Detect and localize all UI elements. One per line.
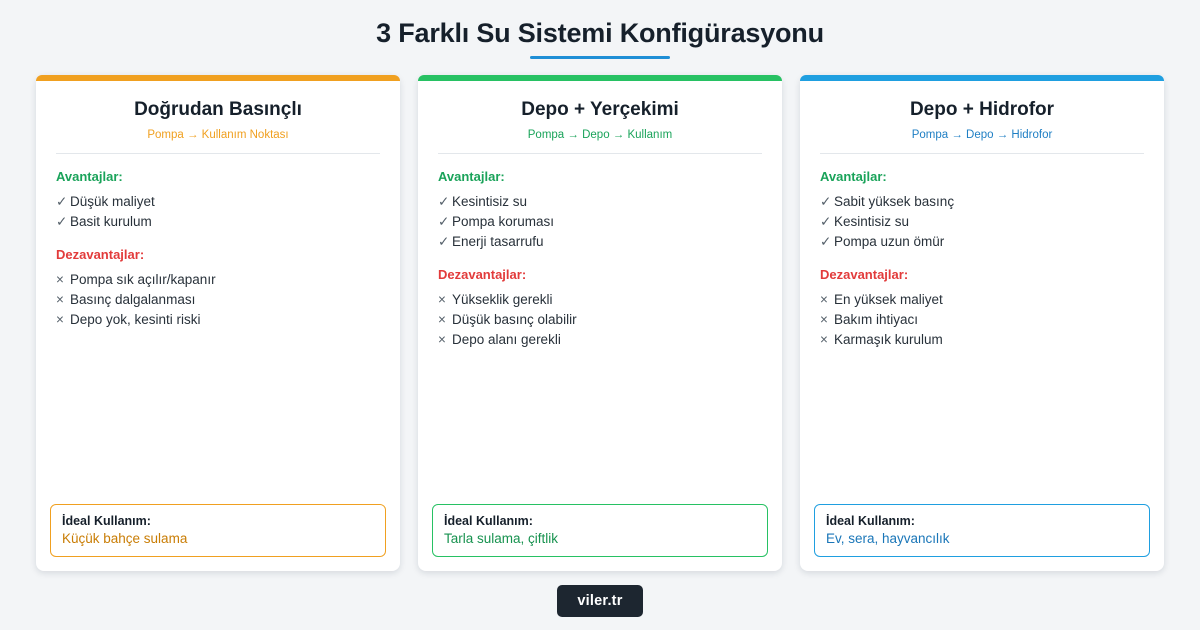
cross-icon: × [56, 272, 64, 287]
con-text: Düşük basınç olabilir [452, 312, 577, 327]
list-item [56, 290, 380, 310]
ideal-use-label: İdeal Kullanım: [826, 514, 915, 528]
list-item [56, 192, 380, 212]
ideal-use-value: Ev, sera, hayvancılık [826, 531, 950, 546]
pros-heading: Avantajlar: [820, 169, 887, 184]
footer [0, 585, 1200, 617]
pro-text: Düşük maliyet [70, 194, 155, 209]
check-icon: ✓ [820, 214, 832, 229]
cons-heading: Dezavantajlar: [820, 267, 909, 282]
cons-list [56, 270, 380, 330]
ideal-use-box [814, 504, 1150, 557]
ideal-use-box [432, 504, 768, 557]
card-list [0, 75, 1200, 571]
list-item [438, 232, 762, 252]
card-accent-bar [36, 75, 400, 81]
cross-icon: × [820, 332, 828, 347]
card-flow-text: Pompa → Kullanım Noktası [56, 129, 380, 154]
cross-icon: × [438, 292, 446, 307]
pros-list [56, 192, 380, 232]
check-icon: ✓ [820, 234, 832, 249]
card-flow-text: Pompa → Depo → Hidrofor [820, 129, 1144, 154]
pros-list [438, 192, 762, 252]
page-title: 3 Farklı Su Sistemi Konfigürasyonu [376, 18, 824, 48]
cons-heading: Dezavantajlar: [56, 247, 145, 262]
pro-text: Enerji tasarrufu [452, 234, 544, 249]
card-title: Depo + Yerçekimi [521, 99, 679, 120]
cross-icon: × [820, 312, 828, 327]
ideal-use-value: Küçük bahçe sulama [62, 531, 188, 546]
list-item [820, 192, 1144, 212]
list-item [820, 212, 1144, 232]
con-text: Pompa sık açılır/kapanır [70, 272, 216, 287]
pro-text: Sabit yüksek basınç [834, 194, 955, 209]
con-text: Basınç dalgalanması [70, 292, 196, 307]
ideal-use-label: İdeal Kullanım: [444, 514, 533, 528]
check-icon: ✓ [56, 194, 68, 209]
list-item [438, 192, 762, 212]
cross-icon: × [820, 292, 828, 307]
title-underline [530, 56, 670, 59]
con-text: Depo alanı gerekli [452, 332, 561, 347]
cross-icon: × [438, 332, 446, 347]
list-item [820, 232, 1144, 252]
card-flow-text: Pompa → Depo → Kullanım [438, 129, 762, 154]
pro-text: Pompa koruması [452, 214, 555, 229]
pro-text: Pompa uzun ömür [834, 234, 945, 249]
pro-text: Kesintisiz su [452, 194, 528, 209]
list-item [56, 310, 380, 330]
list-item [438, 212, 762, 232]
pros-list [820, 192, 1144, 252]
cons-list [438, 290, 762, 350]
check-icon: ✓ [56, 214, 68, 229]
card-title: Doğrudan Basınçlı [134, 99, 302, 120]
con-text: Yükseklik gerekli [452, 292, 553, 307]
list-item [56, 212, 380, 232]
con-text: Karmaşık kurulum [834, 332, 943, 347]
config-card [36, 75, 400, 571]
list-item [820, 310, 1144, 330]
ideal-use-box [50, 504, 386, 557]
ideal-use-value: Tarla sulama, çiftlik [444, 531, 559, 546]
pros-heading: Avantajlar: [438, 169, 505, 184]
list-item [820, 330, 1144, 350]
con-text: En yüksek maliyet [834, 292, 943, 307]
check-icon: ✓ [438, 214, 450, 229]
cross-icon: × [56, 292, 64, 307]
list-item [438, 290, 762, 310]
check-icon: ✓ [438, 194, 450, 209]
config-card [800, 75, 1164, 571]
list-item [56, 270, 380, 290]
config-card [418, 75, 782, 571]
list-item [820, 290, 1144, 310]
ideal-use-label: İdeal Kullanım: [62, 514, 151, 528]
list-item [438, 310, 762, 330]
cross-icon: × [56, 312, 64, 327]
check-icon: ✓ [438, 234, 450, 249]
cross-icon: × [438, 312, 446, 327]
brand-badge: viler.tr [557, 585, 642, 617]
card-accent-bar [418, 75, 782, 81]
pros-heading: Avantajlar: [56, 169, 123, 184]
card-title: Depo + Hidrofor [909, 99, 1055, 120]
pro-text: Basit kurulum [70, 214, 152, 229]
con-text: Depo yok, kesinti riski [70, 312, 201, 327]
card-accent-bar [800, 75, 1164, 81]
title-section [0, 0, 1200, 59]
con-text: Bakım ihtiyacı [834, 312, 919, 327]
list-item [438, 330, 762, 350]
cons-list [820, 290, 1144, 350]
check-icon: ✓ [820, 194, 832, 209]
cons-heading: Dezavantajlar: [438, 267, 527, 282]
pro-text: Kesintisiz su [834, 214, 910, 229]
